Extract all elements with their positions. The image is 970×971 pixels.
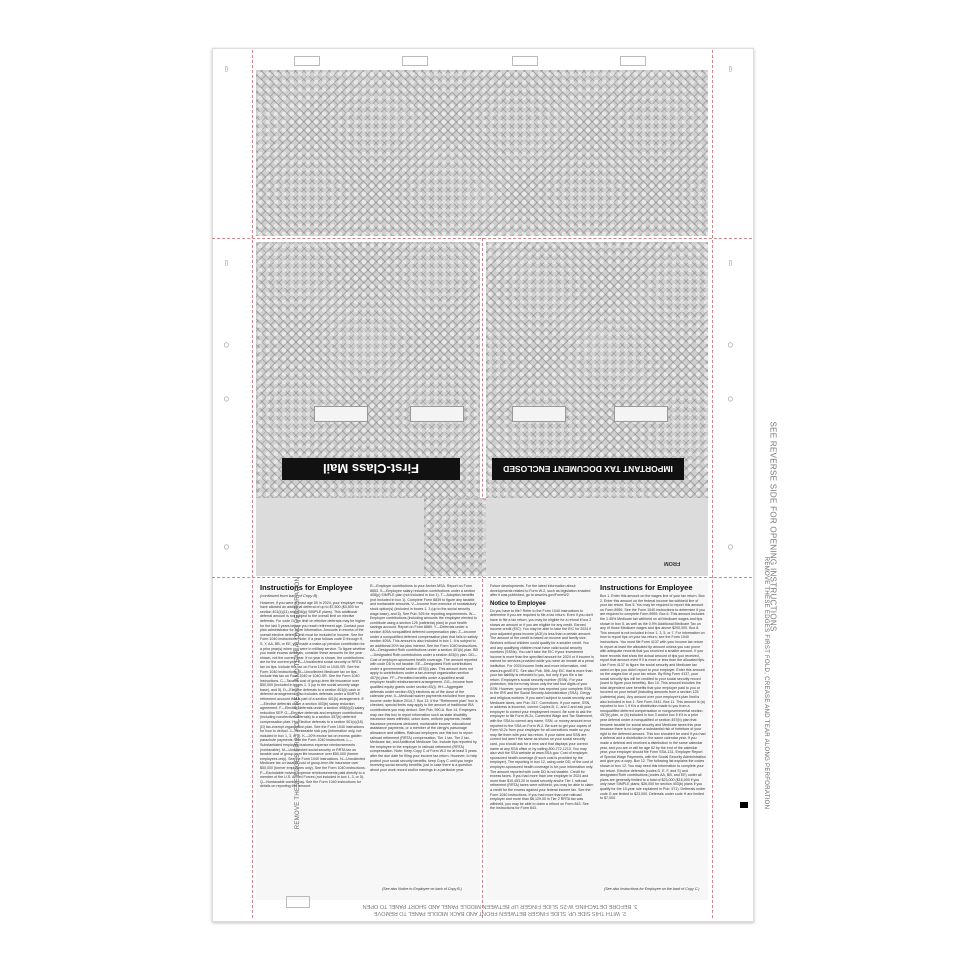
- panel2-column: [370, 584, 478, 884]
- left-margin-mark-2: ▯: [224, 258, 229, 267]
- bottom-instructions: [320, 902, 680, 916]
- panel4-title: Instructions for Employee: [600, 584, 693, 592]
- address-window-4: [614, 406, 668, 422]
- right-margin-mark-5: ○: [728, 542, 733, 551]
- address-window-3: [512, 406, 566, 422]
- panel1-title: Instructions for Employee: [260, 584, 353, 592]
- address-window-1: [314, 406, 368, 422]
- plain-panel-lower-left: [256, 498, 424, 576]
- address-window-2: [410, 406, 464, 422]
- top-tab-3: [512, 56, 538, 66]
- left-margin-mark-3: ○: [224, 340, 229, 349]
- right-margin-mark-3: ○: [728, 340, 733, 349]
- perforation-left: [252, 50, 253, 918]
- left-margin-mark-1: ▯: [224, 64, 229, 73]
- from-label: FROM: [664, 560, 681, 566]
- bottom-instruction-line-2: 3. BEFORE DETACHING W-2S SLIDE FINGER UP BETWEEN MIDDLE PANEL AND SHORT PANEL TO OPEN: [362, 903, 638, 909]
- top-tab-2: [402, 56, 428, 66]
- left-edge-instructions: REMOVE THESE EDGES FIRST FOLD, CREASE AND TEAR ALONG PERFORATION: [295, 576, 302, 830]
- bottom-instruction-line-1: 2. WITH THIS SIDE UP, SLIDE FINGER BETWEEN FRONT AND BACK MIDDLE PANEL TO REMOVE: [373, 910, 627, 916]
- panel4-footer: (See also Instructions for Employee on the back of Copy C.): [604, 887, 700, 891]
- panel1-body: However, if you were at least age 50 in 2024, your employer may have allowed an additional deferral of up to $7,500 ($3,500 for section 401(k)(11) and 408(p) SIMPLE plans). This additional deferral amount is not subject to the overall limit on elective deferrals. For code G, the limit on elective deferrals may be higher for the last 3 years before you reach retirement age. Contact your plan administrator for more information. Amounts in excess of the overall elective deferral limit must be included in income. See the Form 1040 instructions. Note: If a year follows code D through H, S, Y, AA, BB, or EE, you made a make-up pension contribution for a prior year(s) when you were in military service. To figure whether you made excess deferrals, consider these amounts for the year shown, not the current year. If no year is shown, the contributions are for the current year. A—Uncollected social security or RRTA tax on tips. Include this tax on Form 1040 or 1040-SR. See the Form 1040 instructions. B—Uncollected Medicare tax on tips. Include this tax on Form 1040 or 1040-SR. See the Form 1040 instructions. C—Taxable cost of group-term life insurance over $50,000 (included in boxes 1, 3 (up to the social security wage base), and 5). D—Elective deferrals to a section 401(k) cash or deferred arrangement. Also includes deferrals under a SIMPLE retirement account that is part of a section 401(k) arrangement. E—Elective deferrals under a section 403(b) salary reduction agreement. F—Elective deferrals under a section 408(k)(6) salary reduction SEP. G—Elective deferrals and employer contributions (including nonelective deferrals) to a section 457(b) deferred compensation plan. H—Elective deferrals to a section 501(c)(18)(D) tax-exempt organization plan. See the Form 1040 instructions for how to deduct. J—Nontaxable sick pay (information only, not included in box 1, 3, or 5). K—20% excise tax on excess golden parachute payments. See the Form 1040 instructions. L—Substantiated employee business expense reimbursements (nontaxable). M—Uncollected social security or RRTA tax on taxable cost of group-term life insurance over $50,000 (former employees only). See the Form 1040 instructions. N—Uncollected Medicare tax on taxable cost of group-term life insurance over $50,000 (former employees only). See the Form 1040 instructions. P—Excludable moving expense reimbursements paid directly to a member of the U.S. Armed Forces (not included in box 1, 3, or 5). Q—Nontaxable combat pay. See the Form 1040 instructions for details on reporting this amount.: [260, 600, 366, 789]
- security-pattern-lower-center: [424, 498, 486, 576]
- left-margin-mark-4: ○: [224, 394, 229, 403]
- first-class-mail-banner: First-Class Mail: [282, 458, 460, 480]
- fold-line-lower: [212, 577, 752, 578]
- left-margin-mark-5: ○: [224, 542, 229, 551]
- panel3-intro: Future developments. For the latest information about developments related to Form W-2, such as legislation enacted after it was published, go to www.irs.gov/FormW2.: [490, 584, 591, 598]
- important-tax-document-banner: IMPORTANT TAX DOCUMENT ENCLOSED: [492, 458, 684, 480]
- bottom-tab-icon: [286, 896, 310, 908]
- right-edge-instructions: REMOVE THESE EDGES FIRST FOLD, CREASE AND TEAR ALONG PERFORATION: [763, 556, 770, 810]
- security-pattern-top: [256, 70, 708, 236]
- perforation-center: [482, 238, 483, 918]
- panel1-column: [260, 584, 366, 894]
- panel3-column: [490, 584, 594, 894]
- panel2-footer: (See also Notice to Employee on back of Copy B.): [382, 887, 462, 891]
- panel4-body: Box 1. Enter this amount on the wages line of your tax return. Box 2. Enter this amount on the federal income tax withheld line of your tax return. Box 5. You may be required to report this amount on Form 8959. See the Form 1040 instructions to determine if you are required to complete Form 8959. Box 6. This amount includes the 1.45% Medicare tax withheld on all Medicare wages and tips shown in box 5, as well as the 0.9% Additional Medicare Tax on any of those Medicare wages and tips above $200,000. Box 8. This amount is not included in box 1, 3, 5, or 7. For information on how to report tips on your tax return, see the Form 1040 instructions. You must file Form 4137 with your income tax return to report at least the allocated tip amount unless you can prove with adequate records that you received a smaller amount. If you have records that show the actual amount of tips you received, report that amount even if it is more or less than the allocated tips. Use Form 4137 to figure the social security and Medicare tax owed on tips you didn't report to your employer. Enter this amount on the wages line of your tax return. By filing Form 4137, your social security tips will be credited to your social security record (used to figure your benefits). Box 10. This amount includes the total dependent care benefits that your employer paid to you or incurred on your behalf (including amounts from a section 125 (cafeteria) plan). Any amount over your employer's plan limit is also included in box 1. See Form 2441. Box 11. This amount is (a) reported in box 1 if it is a distribution made to you from a nonqualified deferred compensation or nongovernmental section 457(b) plan, or (b) included in box 3 and/or box 5 if it is a prior year deferral under a nonqualified or section 457(b) plan that became taxable for social security and Medicare taxes this year because there is no longer a substantial risk of forfeiture of your right to the deferred amount. This box shouldn't be used if you had a deferral and a distribution in the same calendar year. If you made a deferral and received a distribution in the same calendar year, and you are or will be age 62 by the end of the calendar year, your employer should file Form SSA-131, Employer Report of Special Wage Payments, with the Social Security Administration and give you a copy. Box 12. The following list explains the codes shown in box 12. You may need this information to complete your tax return. Elective deferrals (codes D, E, F, and S) and designated Roth contributions (codes AA, BB, and EE) under all plans are generally limited to a total of $23,000 ($16,000 if you only have SIMPLE plans; $26,000 for section 403(b) plans if you qualify for the 15-year rule explained in Pub. 571). Deferrals under code G are limited to $23,000. Deferrals under code H are limited to $7,000.: [600, 594, 706, 801]
- registration-mark: [740, 802, 748, 808]
- fold-line-upper: [212, 238, 752, 239]
- right-margin-mark-4: ○: [728, 394, 733, 403]
- perforation-right: [712, 50, 713, 918]
- panel4-column: [600, 584, 706, 884]
- panel2-body: R—Employer contributions to your Archer MSA. Report on Form 8853. S—Employee salary reduction contributions under a section 408(p) SIMPLE plan (not included in box 1). T—Adoption benefits (not included in box 1). Complete Form 8839 to figure any taxable and nontaxable amounts. V—Income from exercise of nonstatutory stock option(s) (included in boxes 1, 3 (up to the social security wage base), and 5). See Pub. 525 for reporting requirements. W—Employer contributions (including amounts the employee elected to contribute using a section 125 (cafeteria) plan) to your health savings account. Report on Form 8889. Y—Deferrals under a section 409A nonqualified deferred compensation plan. Z—Income under a nonqualified deferred compensation plan that fails to satisfy section 409A. This amount is also included in box 1. It is subject to an additional 20% tax plus interest. See the Form 1040 instructions. AA—Designated Roth contributions under a section 401(k) plan. BB—Designated Roth contributions under a section 403(b) plan. DD—Cost of employer-sponsored health coverage. The amount reported with code DD is not taxable. EE—Designated Roth contributions under a governmental section 457(b) plan. This amount does not apply to contributions under a tax-exempt organization section 457(b) plan. FF—Permitted benefits under a qualified small employer health reimbursement arrangement. GG—Income from qualified equity grants under section 83(i). HH—Aggregate deferrals under section 83(i) elections as of the close of the calendar year. II—Medicaid waiver payments excluded from gross income under Notice 2014-7. Box 13. If the "Retirement plan" box is checked, special limits may apply to the amount of traditional IRA contributions you may deduct. See Pub. 590-A. Box 14. Employers may use this box to report information such as state disability insurance taxes withheld, union dues, uniform payments, health insurance premiums deducted, nontaxable income, educational assistance payments, or a member of the clergy's parsonage allowance and utilities. Railroad employers use this box to report railroad retirement (RRTA) compensation, Tier 1 tax, Tier 2 tax, Medicare tax, and Additional Medicare Tax. Include tips reported by the employee to the employer in railroad retirement (RRTA) compensation. Note: Keep Copy C of Form W-2 for at least 3 years after the due date for filing your income tax return. However, to help protect your social security benefits, keep Copy C until you begin receiving social security benefits, just in case there is a question about your work record and/or earnings in a particular year.: [370, 584, 478, 772]
- opening-instructions-side-text: SEE REVERSE SIDE FOR OPENING INSTRUCTIONS: [768, 421, 778, 632]
- right-margin-mark-2: ▯: [728, 258, 733, 267]
- panel3-title: Notice to Employee: [490, 600, 546, 607]
- top-tab-1: [294, 56, 320, 66]
- right-margin-mark-1: ▯: [728, 64, 733, 73]
- panel1-subtitle: (continued from back of Copy B): [260, 593, 318, 598]
- top-tab-4: [620, 56, 646, 66]
- panel3-body: Do you have to file? Refer to the Form 1040 instructions to determine if you are required to file a tax return. Even if you don't have to file a tax return, you may be eligible for a refund if box 2 shows an amount or if you are eligible for any credit. Earned income credit (EIC). You may be able to take the EIC for 2024 if your adjusted gross income (AGI) is less than a certain amount. The amount of the credit is based on income and family size. Workers without children could qualify for a smaller credit. You and any qualifying children must have valid social security numbers (SSNs). You can't take the EIC if your investment income is more than the specified amount for 2024 or if income is earned for services provided while you were an inmate at a penal institution. For 2024 income limits and more information, visit www.irs.gov/EITC. See also Pub. 596. Any EIC that is more than your tax liability is refunded to you, but only if you file a tax return. Employee's social security number (SSN). For your protection, this form may show only the last four digits of your SSN. However, your employer has reported your complete SSN to the IRS and the Social Security Administration (SSA). Clergy and religious workers. If you aren't subject to social security and Medicare taxes, see Pub. 517. Corrections. If your name, SSN, or address is incorrect, correct Copies B, C, and 2 and ask your employer to correct your employment record. Be sure to ask the employer to file Form W-2c, Corrected Wage and Tax Statement, with the SSA to correct any name, SSN, or money amount error reported to the SSA on Form W-2. Be sure to get your copies of Form W-2c from your employer for all corrections made so you may file them with your tax return. If your name and SSN are correct but aren't the same as shown on your social security card, you should ask for a new card that displays your correct name at any SSA office or by calling 800-772-1213. You may also visit the SSA website at www.SSA.gov. Cost of employer-sponsored health coverage (if such cost is provided by the employer). The reporting in box 12, using code DD, of the cost of employer-sponsored health coverage is for your information only. The amount reported with code DD is not taxable. Credit for excess taxes. If you had more than one employer in 2024 and more than $10,453.20 in social security and/or Tier 1 railroad retirement (RRTA) taxes were withheld, you may be able to claim a credit for the excess against your federal income tax. See the Form 1040 instructions. If you had more than one railroad employer and more than $6,129.00 in Tier 2 RRTA tax was withheld, you may be able to claim a refund on Form 843. See the Instructions for Form 843.: [490, 608, 594, 811]
